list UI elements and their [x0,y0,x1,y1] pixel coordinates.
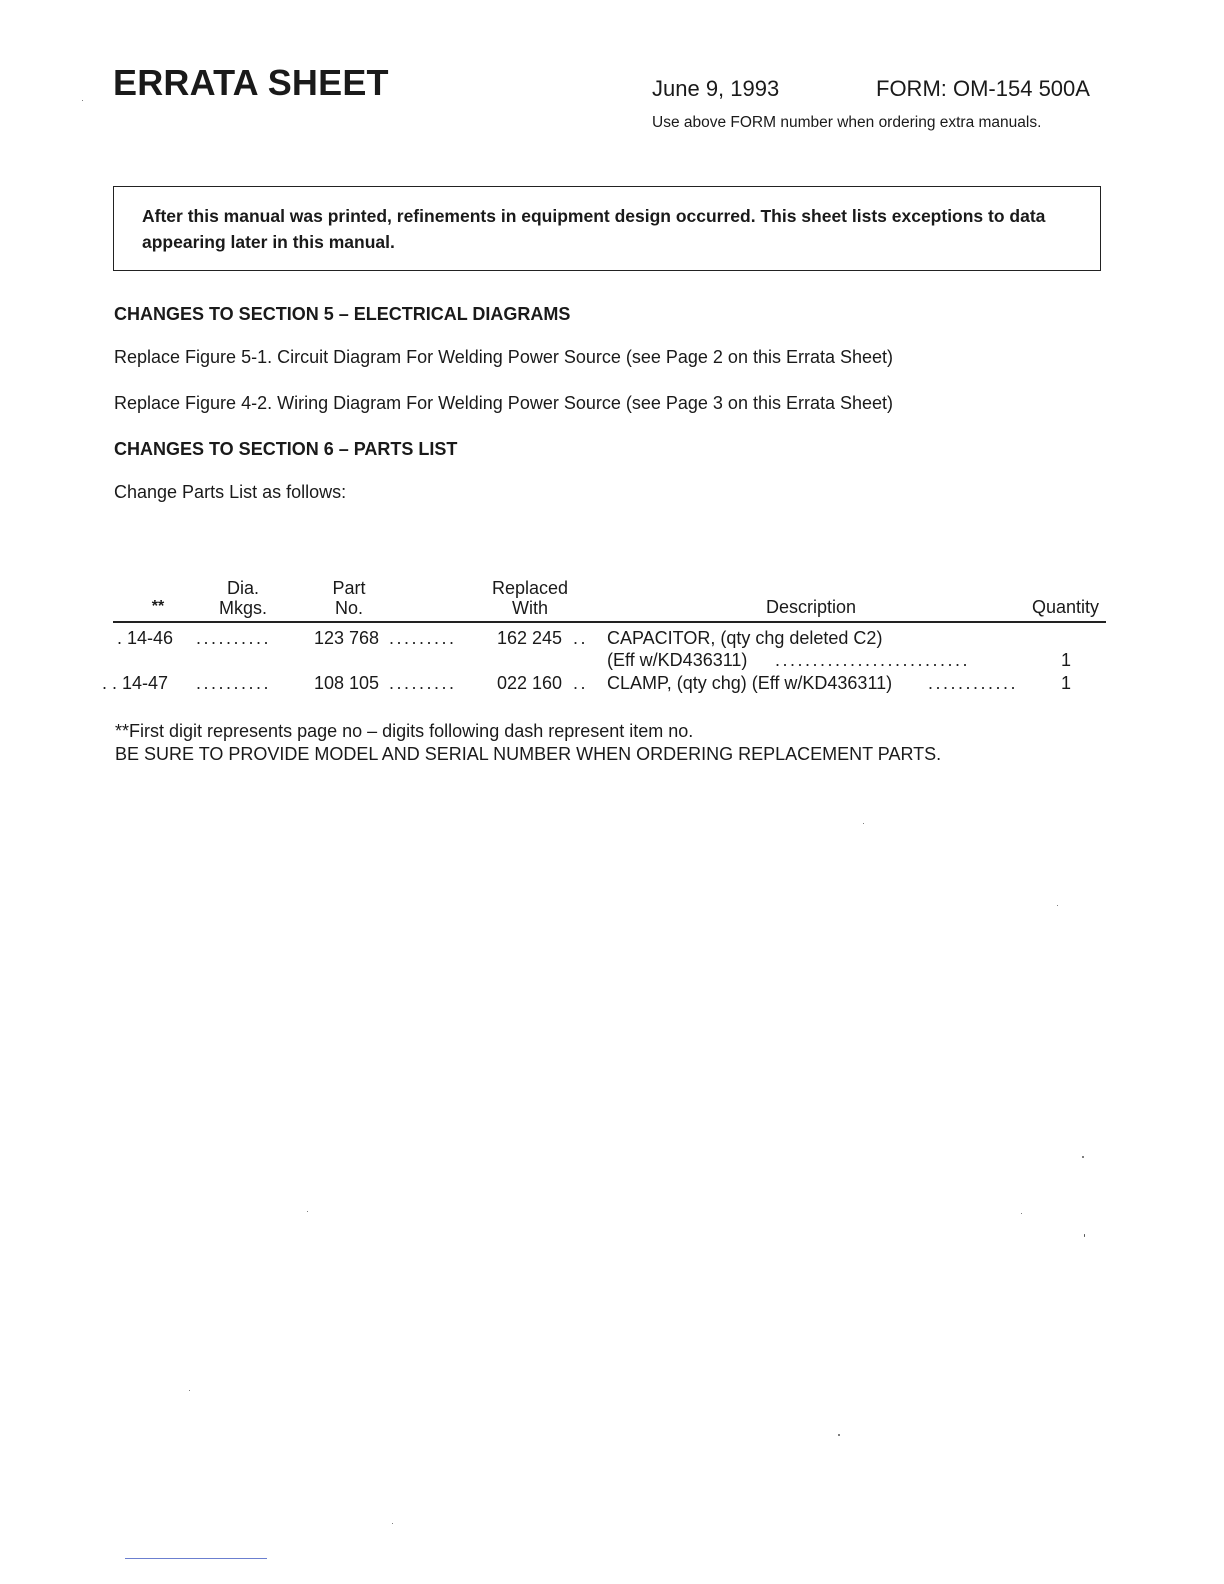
dot-leader: ......... [389,673,457,693]
footnote: **First digit represents page no – digits following dash represent item no. [115,721,694,741]
scan-speck [863,823,864,824]
scan-speck [307,1211,308,1212]
cell-quantity: 1 [1061,673,1072,693]
form-note: Use above FORM number when ordering extra manuals. [652,114,1042,131]
column-header-line: No. [334,598,363,618]
dot-leader: .......................... [775,650,971,670]
bottom-edge-line [125,1558,267,1559]
cell-quantity: 1 [1061,650,1072,670]
table-header-rule [113,621,1106,623]
column-header-line: Mkgs. [218,598,267,618]
dot-leader: ............ [928,673,1019,693]
column-header-line: Part [332,578,366,598]
column-header-line: With [512,598,548,618]
column-header-replaced-with [482,578,578,618]
scan-speck [1057,905,1058,906]
cell-dia-mkgs: . 14-46 [117,628,174,648]
form-number: FORM: OM-154 500A [876,76,1090,101]
scan-speck [392,1523,393,1524]
cell-description-continued: (Eff w/KD436311) [607,650,748,670]
section-6-heading: CHANGES TO SECTION 6 – PARTS LIST [114,439,458,459]
column-header-part-no [322,578,376,618]
cell-part-no: 108 105 [314,673,380,693]
cell-part-no: 123 768 [314,628,380,648]
document-title: ERRATA SHEET [113,62,389,103]
column-header-dia-mkgs [213,578,273,618]
scan-speck [189,1390,190,1391]
dot-leader: .. [573,628,589,648]
scan-speck [1021,1213,1022,1214]
scan-speck [82,100,83,101]
cell-replaced-with: 162 245 [497,628,563,648]
ordering-note: BE SURE TO PROVIDE MODEL AND SERIAL NUMBER WHEN ORDERING REPLACEMENT PARTS. [115,744,942,764]
section-5-item: Replace Figure 5-1. Circuit Diagram For Welding Power Source (see Page 2 on this Errata Sheet) [114,347,894,367]
section-5-item: Replace Figure 4-2. Wiring Diagram For Welding Power Source (see Page 3 on this Errata Sheet) [114,393,894,413]
section-5-heading: CHANGES TO SECTION 5 – ELECTRICAL DIAGRAMS [114,304,571,324]
column-header-line: Replaced [491,578,569,598]
column-header-quantity: Quantity [1032,597,1100,617]
dot-leader: ......... [389,628,457,648]
scan-speck [1082,1156,1084,1158]
column-header-line: Dia. [226,578,259,598]
dot-leader: .. [573,673,589,693]
cell-description: CLAMP, (qty chg) (Eff w/KD436311) [607,673,893,693]
scan-speck [838,1434,840,1436]
notice-box: After this manual was printed, refinements in equipment design occurred. This sheet lists exceptions to data appearing later in this manual. [113,186,1101,271]
cell-dia-mkgs: . . 14-47 [102,673,169,693]
dot-leader: .......... [196,628,272,648]
section-6-intro: Change Parts List as follows: [114,482,347,502]
scan-speck [1084,1234,1085,1237]
document-date: June 9, 1993 [652,76,780,101]
column-header-description: Description [766,597,857,617]
dot-leader: .......... [196,673,272,693]
cell-replaced-with: 022 160 [497,673,563,693]
cell-description: CAPACITOR, (qty chg deleted C2) [607,628,883,648]
column-header-star: ** [151,598,165,615]
